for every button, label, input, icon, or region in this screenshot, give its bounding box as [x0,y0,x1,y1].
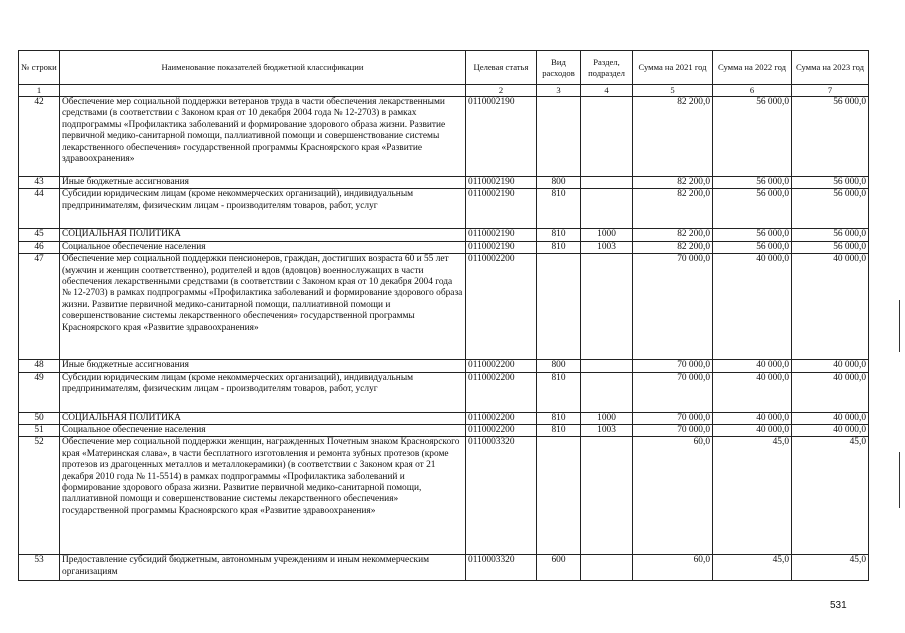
sum-2022: 56 000,0 [713,177,792,189]
section-code: 1003 [581,241,633,253]
column-number-5: 5 [633,85,713,97]
row-number: 43 [19,177,60,189]
table-row [19,425,869,437]
table-row [19,437,869,555]
table-row [19,254,869,360]
sum-2023: 45,0 [792,555,869,581]
section-code [581,360,633,372]
sum-2021: 82 200,0 [633,177,713,189]
indicator-name: Обеспечение мер социальной поддержки ветеранов труда в части обеспечения лекарственными средствами (в соответствии с Законом края от 10 декабря 2004 года № 12-2703) в рамках подпрограммы «Профилактика заболеваний и формирование здорового образа жизни. Развитие первичной медико-санитарной помощи, паллиативной помощи и совершенствование системы лекарственного обеспечения» государственной программы Красноярского края «Развитие здравоохранения» [60,97,466,177]
sum-2022: 45,0 [713,437,792,555]
target-article: 0110002190 [466,177,537,189]
sum-2021: 60,0 [633,555,713,581]
section-code [581,189,633,229]
indicator-name: Субсидии юридическим лицам (кроме некоммерческих организаций), индивидуальным предпринимателям, физическим лицам - производителям товаров, работ, услуг [60,372,466,412]
sum-2023: 40 000,0 [792,372,869,412]
column-number-1: 1 [19,85,60,97]
column-number-row [19,85,869,97]
sum-2022: 45,0 [713,555,792,581]
sum-2023: 40 000,0 [792,360,869,372]
row-number: 53 [19,555,60,581]
target-article: 0110003320 [466,555,537,581]
row-number: 48 [19,360,60,372]
header-target-article: Целевая статья [466,51,537,85]
indicator-name: Обеспечение мер социальной поддержки пенсионеров, граждан, достигших возраста 60 и 55 лет (мужчин и женщин соответственно), родителей и вдов (вдовцов) военнослужащих в части обеспечения лекарственными средствами (в соответствии с Законом края от 10 декабря 2004 года № 12-2703) в рамках подпрограммы «Профилактика заболеваний и формирование здорового образа жизни. Развитие первичной медико-санитарной помощи, паллиативной помощи и совершенствование системы лекарственного обеспечения» государственной программы Красноярского края «Развитие здравоохранения» [60,254,466,360]
sum-2023: 40 000,0 [792,254,869,360]
sum-2022: 40 000,0 [713,412,792,424]
expense-type [537,254,581,360]
row-number: 50 [19,412,60,424]
row-number: 45 [19,229,60,241]
sum-2023: 40 000,0 [792,412,869,424]
column-number-6: 6 [713,85,792,97]
target-article: 0110002200 [466,360,537,372]
section-code [581,97,633,177]
column-number-7: 7 [792,85,869,97]
header-sum-2021: Сумма на 2021 год [633,51,713,85]
row-number: 52 [19,437,60,555]
section-code [581,555,633,581]
sum-2022: 56 000,0 [713,229,792,241]
sum-2023: 40 000,0 [792,425,869,437]
indicator-name: Субсидии юридическим лицам (кроме некоммерческих организаций), индивидуальным предпринимателям, физическим лицам - производителям товаров, работ, услуг [60,189,466,229]
sum-2023: 56 000,0 [792,229,869,241]
expense-type: 810 [537,229,581,241]
indicator-name: СОЦИАЛЬНАЯ ПОЛИТИКА [60,229,466,241]
expense-type: 810 [537,372,581,412]
header-section: Раздел, подраздел [581,51,633,85]
expense-type: 800 [537,360,581,372]
section-code [581,177,633,189]
sum-2022: 56 000,0 [713,97,792,177]
indicator-name: Предоставление субсидий бюджетным, автономным учреждениям и иным некоммерческим организациям [60,555,466,581]
table-row [19,229,869,241]
budget-table [18,50,869,581]
sum-2023: 45,0 [792,437,869,555]
section-code [581,437,633,555]
header-expense-type: Вид расходов [537,51,581,85]
sum-2022: 56 000,0 [713,241,792,253]
header-sum-2023: Сумма на 2023 год [792,51,869,85]
section-code: 1003 [581,425,633,437]
sum-2021: 82 200,0 [633,241,713,253]
sum-2023: 56 000,0 [792,189,869,229]
table-row [19,241,869,253]
row-number: 51 [19,425,60,437]
header-indicator-name: Наименование показателей бюджетной классификации [60,51,466,85]
table-row [19,360,869,372]
table-row [19,372,869,412]
section-code [581,372,633,412]
section-code: 1000 [581,229,633,241]
sum-2021: 70 000,0 [633,372,713,412]
target-article: 0110002200 [466,254,537,360]
sum-2023: 56 000,0 [792,97,869,177]
target-article: 0110003320 [466,437,537,555]
indicator-name: Обеспечение мер социальной поддержки женщин, награжденных Почетным знаком Красноярского края «Материнская слава», в части бесплатного изготовления и ремонта зубных протезов (кроме протезов из драгоценных металлов и металлокерамики) (в соответствии с Законом края от 21 декабря 2010 года № 11-5514) в рамках подпрограммы «Профилактика заболеваний и формирование здорового образа жизни. Развитие первичной медико-санитарной помощи, паллиативной помощи и совершенствование системы лекарственного обеспечения» государственной программы Красноярского края «Развитие здравоохранения» [60,437,466,555]
row-number: 42 [19,97,60,177]
row-number: 49 [19,372,60,412]
sum-2021: 70 000,0 [633,254,713,360]
column-number-4: 4 [581,85,633,97]
indicator-name: СОЦИАЛЬНАЯ ПОЛИТИКА [60,412,466,424]
expense-type: 810 [537,241,581,253]
indicator-name: Иные бюджетные ассигнования [60,177,466,189]
sum-2023: 56 000,0 [792,177,869,189]
sum-2022: 40 000,0 [713,425,792,437]
page-number: 531 [830,600,847,611]
target-article: 0110002200 [466,412,537,424]
target-article: 0110002190 [466,189,537,229]
section-code: 1000 [581,412,633,424]
sum-2021: 82 200,0 [633,97,713,177]
table-row [19,555,869,581]
target-article: 0110002200 [466,425,537,437]
table-row [19,189,869,229]
sum-2021: 82 200,0 [633,229,713,241]
expense-type: 810 [537,189,581,229]
header-row [19,51,869,85]
table-row [19,177,869,189]
target-article: 0110002190 [466,229,537,241]
target-article: 0110002200 [466,372,537,412]
sum-2022: 40 000,0 [713,360,792,372]
indicator-name: Социальное обеспечение населения [60,425,466,437]
sum-2021: 70 000,0 [633,425,713,437]
expense-type: 600 [537,555,581,581]
header-sum-2022: Сумма на 2022 год [713,51,792,85]
row-number: 46 [19,241,60,253]
expense-type: 810 [537,412,581,424]
row-number: 47 [19,254,60,360]
sum-2023: 56 000,0 [792,241,869,253]
indicator-name: Социальное обеспечение населения [60,241,466,253]
indicator-name: Иные бюджетные ассигнования [60,360,466,372]
expense-type: 800 [537,177,581,189]
section-code [581,254,633,360]
target-article: 0110002190 [466,97,537,177]
column-number-empty [60,85,466,97]
scan-edge-mark [899,452,900,508]
scan-edge-mark [899,300,900,352]
target-article: 0110002190 [466,241,537,253]
table-row [19,412,869,424]
row-number: 44 [19,189,60,229]
expense-type [537,437,581,555]
sum-2021: 70 000,0 [633,360,713,372]
expense-type: 810 [537,425,581,437]
table-row [19,97,869,177]
sum-2022: 40 000,0 [713,254,792,360]
sum-2022: 56 000,0 [713,189,792,229]
sum-2021: 70 000,0 [633,412,713,424]
sum-2021: 60,0 [633,437,713,555]
header-row-number: № строки [19,51,60,85]
column-number-3: 3 [537,85,581,97]
sum-2022: 40 000,0 [713,372,792,412]
expense-type [537,97,581,177]
column-number-2: 2 [466,85,537,97]
sum-2021: 82 200,0 [633,189,713,229]
